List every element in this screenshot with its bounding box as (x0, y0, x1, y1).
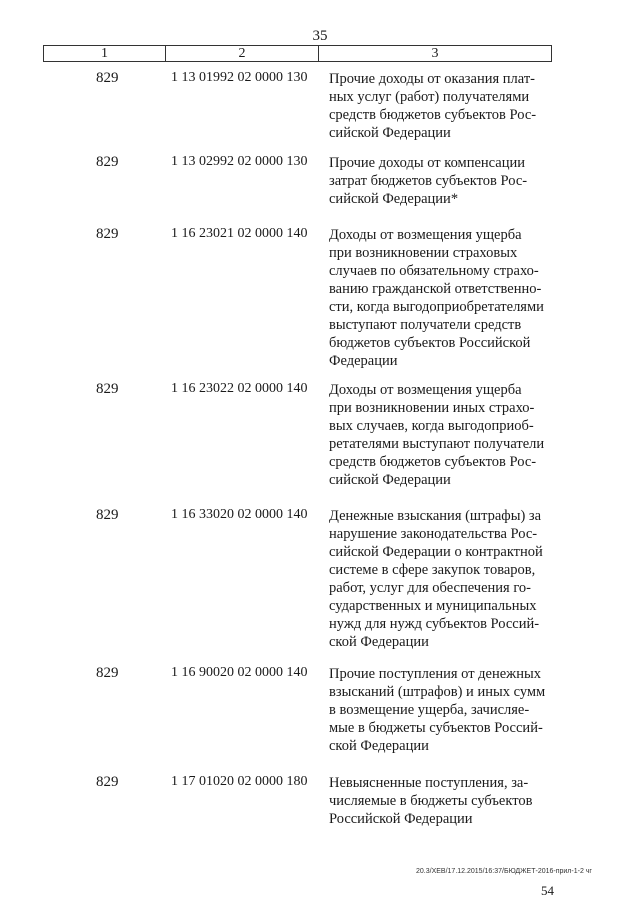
income-name-line: средств бюджетов субъектов Рос- (329, 107, 537, 123)
budget-code-cell: 1 16 90020 02 0000 140 (171, 665, 308, 680)
income-name-cell (329, 226, 556, 370)
income-name-line: Невыясненные поступления, за- (329, 775, 529, 791)
income-name-line: сти, когда выгодоприобретателями (329, 299, 544, 315)
income-name-cell (329, 381, 556, 489)
income-name-line: случаев по обязательному страхо- (329, 263, 539, 279)
income-name-cell (329, 507, 556, 651)
budget-code-cell: 1 16 23021 02 0000 140 (171, 226, 308, 241)
income-name-line: при возникновении страховых (329, 245, 518, 261)
income-name-line: ретателями выступают получатели (329, 436, 545, 452)
admin-code-cell: 829 (96, 154, 119, 170)
income-name-line: Прочие доходы от компенсации (329, 155, 526, 171)
income-name-line: сийской Федерации (329, 472, 451, 488)
admin-code-cell: 829 (96, 774, 119, 790)
income-name-cell (329, 70, 556, 142)
income-name-line: сийской Федерации о контрактной (329, 544, 543, 560)
income-name-line: при возникновении иных страхо- (329, 400, 535, 416)
income-name-line: выступают получатели средств (329, 317, 522, 333)
budget-code-cell: 1 13 01992 02 0000 130 (171, 70, 308, 85)
budget-code-cell: 1 13 02992 02 0000 130 (171, 154, 308, 169)
income-name-line: взысканий (штрафов) и иных сумм (329, 684, 546, 700)
income-name-line: работ, услуг для обеспечения го- (329, 580, 531, 596)
income-name-cell (329, 665, 556, 755)
admin-code-cell: 829 (96, 70, 119, 86)
income-name-line: ванию гражданской ответственно- (329, 281, 542, 297)
income-name-line: числяемые в бюджеты субъектов (329, 793, 533, 809)
income-name-line: затрат бюджетов субъектов Рос- (329, 173, 528, 189)
budget-code-cell: 1 17 01020 02 0000 180 (171, 774, 308, 789)
income-name-line: Доходы от возмещения ущерба (329, 382, 522, 398)
income-name-line: Российской Федерации (329, 811, 473, 827)
admin-code-cell: 829 (96, 507, 119, 523)
income-name-line: системе в сфере закупок товаров, (329, 562, 536, 578)
income-name-line: мые в бюджеты субъектов Россий- (329, 720, 543, 736)
income-name-line: Доходы от возмещения ущерба (329, 227, 522, 243)
income-name-line: Федерации (329, 353, 398, 369)
admin-code-cell: 829 (96, 381, 119, 397)
income-name-line: Прочие доходы от оказания плат- (329, 71, 535, 87)
income-name-line: сийской Федерации (329, 125, 451, 141)
income-name-line: ных услуг (работ) получателями (329, 89, 530, 105)
admin-code-cell: 829 (96, 226, 119, 242)
income-name-line: сийской Федерации* (329, 191, 459, 207)
income-name-line: ской Федерации (329, 634, 429, 650)
income-name-line: бюджетов субъектов Российской (329, 335, 531, 351)
page-number: 35 (312, 28, 328, 44)
budget-code-cell: 1 16 23022 02 0000 140 (171, 381, 308, 396)
income-name-line: Денежные взыскания (штрафы) за (329, 508, 542, 524)
income-name-line: вых случаев, когда выгодоприоб- (329, 418, 534, 434)
admin-code-cell: 829 (96, 665, 119, 681)
income-name-cell (329, 154, 556, 208)
sheet-number: 54 (541, 883, 554, 898)
table-header (43, 45, 552, 62)
income-name-line: сударственных и муниципальных (329, 598, 537, 614)
column-header-1: 1 (44, 46, 166, 61)
column-header-3: 3 (431, 46, 439, 61)
income-name-line: нарушение законодательства Рос- (329, 526, 538, 542)
income-name-line: нужд для нужд субъектов Россий- (329, 616, 540, 632)
income-name-line: Прочие поступления от денежных (329, 666, 541, 682)
document-stamp: 20.3/XEB/17.12.2015/16:37/БЮДЖЕТ-2016-прил-1-2 чг (416, 868, 592, 875)
income-name-cell (329, 774, 556, 828)
column-header-2: 2 (166, 46, 319, 61)
budget-code-cell: 1 16 33020 02 0000 140 (171, 507, 308, 522)
income-name-line: средств бюджетов субъектов Рос- (329, 454, 537, 470)
income-name-line: ской Федерации (329, 738, 429, 754)
income-name-line: в возмещение ущерба, зачисляе- (329, 702, 530, 718)
